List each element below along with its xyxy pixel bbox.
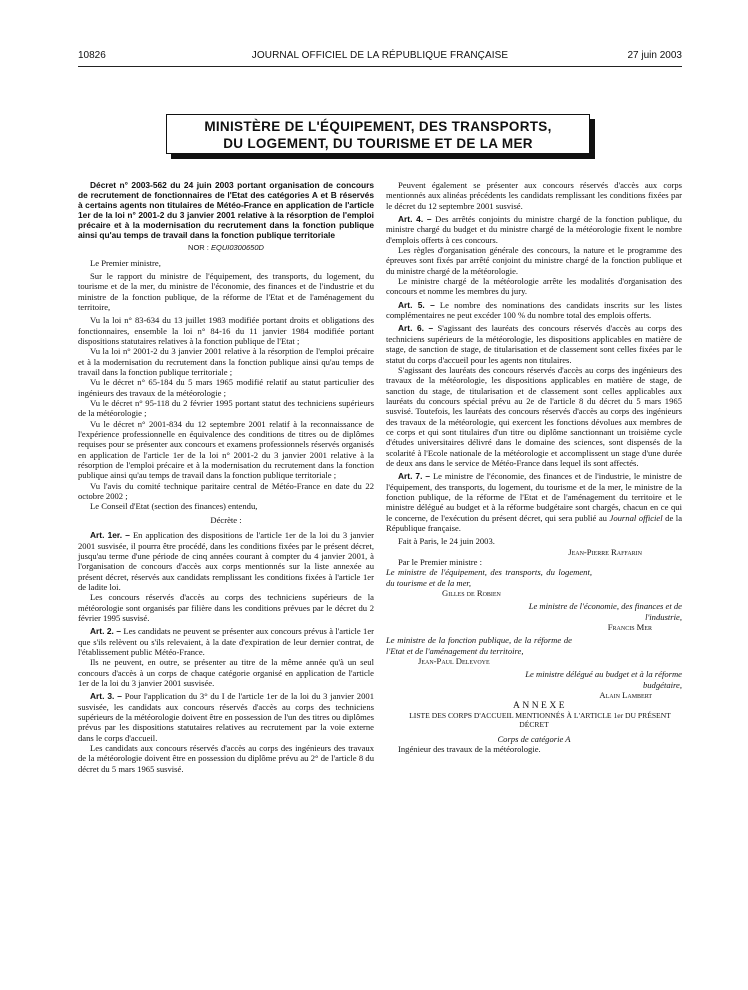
article-4-para-2: Les règles d'organisation générale des concours, la nature et le programme des épreuves sont fixés par arrêté conjoint du ministre chargé de la fonction publique et du ministre chargé de la météorologie.: [386, 245, 682, 276]
article-5-text: Le nombre des nominations des candidats inscrits sur les listes complémentaires ne peut excéder 100 % du nombre total des emplois offerts.: [386, 299, 682, 321]
right-column: [386, 180, 682, 755]
article-5: [386, 300, 682, 321]
vu-item: Vu le décret n° 95-118 du 2 février 1995 portant statut des techniciens supérieurs de la météorologie ;: [78, 398, 374, 419]
signature-place-date: Fait à Paris, le 24 juin 2003.: [398, 536, 495, 547]
nor-reference: [78, 243, 374, 252]
journal-officiel: Journal officiel: [609, 512, 663, 523]
signature-2-name: Francis Mer: [607, 622, 652, 633]
nor-label: NOR :: [188, 242, 209, 252]
ministry-box: [166, 114, 590, 154]
header-rule: [78, 66, 682, 67]
page-number: 10826: [78, 50, 106, 61]
left-column: [78, 180, 374, 774]
signature-3-role: Le ministre de la fonction publique, de la réforme de l'Etat et de l'aménagement du territoire,: [386, 635, 572, 656]
vu-item: Vu la loi n° 2001-2 du 3 janvier 2001 relative à la résorption de l'emploi précaire et à la modernisation du recrutement dans la fonction publique ainsi qu'au temps de travail dans la fonction publique territoriale ;: [78, 346, 374, 377]
article-1-label: Art. 1er. –: [90, 530, 130, 541]
article-5-label: Art. 5. –: [398, 299, 435, 310]
article-3-text: Pour l'application du 3° du I de l'article 1er de la loi du 3 janvier 2001 susvisée, les candidats aux concours réservés d'accès au corps des techniciens supérieurs de la météorologie doivent être en possession de l'un des titres ou diplômes prévus par les dispositions statutaires relatives au recrutement par la voie externe dans le corps d'accueil.: [78, 691, 374, 743]
article-7-label: Art. 7. –: [398, 471, 431, 482]
signature-2-role: Le ministre de l'économie, des finances et de l'industrie,: [528, 601, 682, 622]
vu-item: Vu le décret n° 2001-834 du 12 septembre 2001 relatif à la reconnaissance de l'expérience professionnelle en équivalence des conditions de titres ou de diplômes requises pour se présenter aux concours et examens professionnels réservés organisés en application de l'article 1er de la loi n° 2001-2 du 3 janvier 2001 relative à la résorption de l'emploi précaire et à la modernisation du recrutement dans la fonction publique ainsi qu'au temps de travail dans la fonction publique territoriale ;: [78, 418, 374, 481]
article-3-label: Art. 3. –: [90, 691, 122, 702]
annexe-heading: ANNEXE: [512, 700, 568, 711]
article-6-para-2: S'agissant des lauréats des concours réservés d'accès au corps des ingénieurs des travaux de la météorologie, les dispositions applicables en matière de stage, de sanction du stage, de titularisation et de classement sont celles applicables aux lauréats du concours spécial prévu au 2e de l'article 8 du décret du 5 mars 1965 susvisé. Toutefois, les lauréats des concours réservés d'accès au corps des ingénieurs des travaux de la météorologie, qui exercent les fonctions dévolues aux membres de ce corps et qui sont titulaires d'un titre ou diplôme sanctionnant un troisième cycle d'études universitaires délivré dans le domaine des sciences, sont dispensés de la scolarité à l'Ecole nationale de la météorologie et accomplissent un stage d'une durée de deux ans dans le service de Météo-France dans lequel ils sont affectés.: [386, 364, 682, 468]
decrete: Décrète :: [210, 514, 242, 525]
category-a: Corps de catégorie A: [497, 734, 571, 745]
article-6-text: S'agissant des lauréats des concours réservés d'accès au corps des techniciens supérieurs de la météorologie, les dispositions applicables en matière de stage, de sanction de stage, de titularisation et de classement sont celles fixées par le statut du corps d'accueil pour les agents non titulaires.: [386, 323, 682, 365]
article-2-label: Art. 2. –: [90, 626, 122, 637]
vu-item: Le Conseil d'Etat (section des finances) entendu,: [90, 501, 258, 512]
article-4-label: Art. 4. –: [398, 214, 432, 225]
vu-item: Vu l'avis du comité technique paritaire central de Météo-France en date du 22 octobre 2002 ;: [78, 480, 374, 502]
article-2: [78, 626, 374, 657]
decree-title: Décret n° 2003-562 du 24 juin 2003 portant organisation de concours de recrutement de fonctionnaires de l'Etat des catégories A et B réservés à certains agents non titulaires de Météo-France en application de l'article 1er de la loi n° 2001-2 du 3 janvier 2001 relative à la résorption de l'emploi précaire et à la modernisation du recrutement dans la fonction publique ainsi qu'au temps de travail dans la fonction publique territoriale: [78, 180, 374, 241]
signature-3-name: Jean-Paul Delevoye: [418, 656, 490, 667]
article-3: [78, 691, 374, 743]
article-2-text: Les candidats ne peuvent se présenter aux concours prévus à l'article 1er que s'ils relèvent ou s'ils relevaient, à la date d'expiration de leur dernier contrat, de l'établissement public Météo-France.: [78, 626, 374, 657]
journal-title: JOURNAL OFFICIEL DE LA RÉPUBLIQUE FRANÇAISE: [251, 50, 509, 61]
par-premier-ministre: Par le Premier ministre :: [398, 557, 483, 568]
signature-1-name: Gilles de Robien: [442, 588, 501, 599]
signature-prime-minister: Jean-Pierre Raffarin: [568, 546, 642, 557]
article-1-text: En application des dispositions de l'article 1er de la loi du 3 janvier 2001 susvisée, il pourra être procédé, dans les conditions fixées par le présent décret, jusqu'au terme d'une période de cinq années courant à compter du 4 janvier 2001, à l'organisation de concours d'accès aux corps mentionnés sur la liste annexée au présent décret, réservés aux candidats remplissant les conditions fixées à l'article 1er de ladite loi.: [78, 530, 374, 592]
issue-date: 27 juin 2003: [627, 50, 682, 61]
article-1: [78, 530, 374, 592]
intro: Le Premier ministre,: [90, 257, 161, 268]
article-6-label: Art. 6. –: [398, 323, 434, 334]
vu-item: Vu le décret n° 65-184 du 5 mars 1965 modifié relatif au statut particulier des ingénieurs des travaux de la météorologie ;: [78, 377, 374, 398]
signature-4-name: Alain Lambert: [599, 690, 652, 701]
signature-1-role: Le ministre de l'équipement, des transports, du logement, du tourisme et de la mer,: [386, 567, 592, 588]
article-7-text: Le ministre de l'économie, des finances et de l'industrie, le ministre de l'équipement, des transports, du logement, du tourisme et de la mer, le ministre de la fonction publique, de la réforme de l'Etat et de l'aménagement du territoire et le ministre délégué au budget et à la réforme budgétaire sont chargés, chacun en ce qui le concerne, de l'exécution du présent décret, qui sera publié au: [386, 471, 682, 523]
rapport: Sur le rapport du ministre de l'équipement, des transports, du logement, du tourisme et de la mer, du ministre de l'économie, des finances et de l'industrie et du ministre de la fonction publique, de la réforme de l'Etat et de l'aménagement du territoire,: [78, 270, 374, 312]
signature-4-role: Le ministre délégué au budget et à la réforme budgétaire,: [525, 669, 682, 690]
article-6: [386, 323, 682, 364]
vu-item: Vu la loi n° 83-634 du 13 juillet 1983 modifiée portant droits et obligations des fonctionnaires, ensemble la loi n° 84-16 du 11 janvier 1984 modifiée portant dispositions statutaires relatives à la fonction publique de l'Etat ;: [78, 315, 374, 346]
article-4: [386, 214, 682, 245]
corps-a-item: Ingénieur des travaux de la météorologie.: [398, 744, 541, 755]
article-7: [386, 471, 682, 533]
article-7-text-end: de la République française.: [386, 512, 683, 533]
article-3-para-2: Les candidats aux concours réservés d'accès au corps des ingénieurs des travaux de la météorologie doivent être en possession du diplôme prévu au 2° de l'article 8 du décret du 5 mars 1965 susvisé.: [78, 743, 374, 774]
article-3-para-3: Peuvent également se présenter aux concours réservés d'accès aux corps mentionnés aux alinéas précédents les candidats remplissant les conditions fixées par le décret du 12 septembre 2001 susvisé.: [386, 180, 682, 211]
ministry-line-1: MINISTÈRE DE L'ÉQUIPEMENT, DES TRANSPORTS,: [204, 119, 552, 134]
nor-value: EQUI0300650D: [210, 242, 264, 252]
page-header: [78, 50, 682, 66]
article-1-para-2: Les concours réservés d'accès au corps des techniciens supérieurs de la météorologie sont organisés par filière dans les conditions prévues par le décret du 2 février 1995 susvisé.: [78, 592, 374, 623]
article-4-text: Des arrêtés conjoints du ministre chargé de la fonction publique, du ministre chargé du budget et du ministre chargé de la météorologie fixent le nombre d'emplois offerts à ces concours.: [386, 214, 682, 245]
ministry-line-2: DU LOGEMENT, DU TOURISME ET DE LA MER: [223, 136, 533, 151]
annexe-title: LISTE DES CORPS D'ACCUEIL MENTIONNÉS À L'ARTICLE 1er DU PRÉSENT DÉCRET: [409, 710, 671, 730]
article-4-para-3: Le ministre chargé de la météorologie arrête les modalités d'organisation des concours et nomme les membres du jury.: [386, 276, 682, 297]
article-2-para-2: Ils ne peuvent, en outre, se présenter au titre de la même année qu'à un seul concours d'accès à un corps de chaque catégorie organisé en application de l'article 1er de la loi du 3 janvier 2001 susvisée.: [78, 657, 374, 688]
